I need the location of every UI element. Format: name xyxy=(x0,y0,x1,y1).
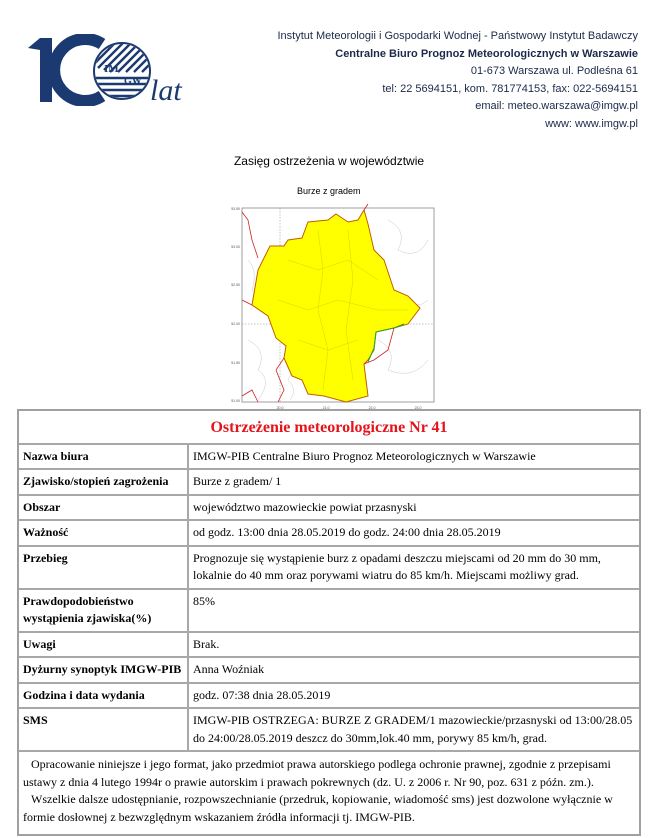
row-value: Anna Woźniak xyxy=(189,658,639,684)
table-row xyxy=(19,590,639,633)
table-row xyxy=(19,496,639,522)
table-row xyxy=(19,547,639,590)
table-row xyxy=(19,633,639,659)
bureau-name: Centralne Biuro Prognoz Meteorologicznych w Warszawie xyxy=(335,47,638,60)
table-row xyxy=(19,521,639,547)
copyright-notice xyxy=(19,752,639,834)
logo-initials-bottom: GW xyxy=(124,76,142,87)
row-label: Przebieg xyxy=(19,547,189,590)
table-row xyxy=(19,684,639,710)
warning-table xyxy=(17,409,641,836)
row-value: Burze z gradem/ 1 xyxy=(189,470,639,496)
row-label: Prawdopodobieństwo wystąpienia zjawiska(%) xyxy=(19,590,189,633)
phones: tel: 22 5694151, kom. 781774153, fax: 022-5694151 xyxy=(382,82,638,95)
redistribution-paragraph: Wszelkie dalsze udostępnianie, rozpowszechnianie (przedruk, kopiowanie, wiadomość sms) jest dozwolone wyłącznie w formie dosłownej z bezwzględnym wskazaniem źródła informacji tj. IMGW-PIB. xyxy=(23,792,613,824)
row-label: Dyżurny synoptyk IMGW-PIB xyxy=(19,658,189,684)
map-subtitle: Burze z gradem xyxy=(297,186,361,196)
row-label: Godzina i data wydania xyxy=(19,684,189,710)
y-tick: 52.00 xyxy=(231,322,240,326)
row-label: Uwagi xyxy=(19,633,189,659)
y-tick: 51.50 xyxy=(231,361,240,365)
logo-initials-top: IM xyxy=(104,63,119,75)
table-row xyxy=(19,445,639,471)
institute-header xyxy=(277,28,638,133)
x-tick: 22.0 xyxy=(368,406,376,410)
row-value: IMGW-PIB Centralne Biuro Prognoz Meteorologicznych w Warszawie xyxy=(189,445,639,471)
row-value: Prognozuje się wystąpienie burz z opadami deszczu miejscami od 20 mm do 30 mm, lokalnie do 40 mm oraz porywami wiatru do 85 km/h. Miejscami możliwy grad. xyxy=(189,547,639,590)
table-row xyxy=(19,658,639,684)
warning-title: Ostrzeżenie meteorologiczne Nr 41 xyxy=(19,411,639,445)
row-label: Nazwa biura xyxy=(19,445,189,471)
row-label: Obszar xyxy=(19,496,189,522)
row-value: 85% xyxy=(189,590,639,633)
row-value: IMGW-PIB OSTRZEGA: BURZE Z GRADEM/1 mazowieckie/przasnyski od 13:00/28.05 do 24:00/28.05.2019 deszcz do 30mm,lok.40 mm, porywy 85 km/h, grad. xyxy=(189,709,639,752)
warning-area-map xyxy=(228,200,438,418)
row-value: godz. 07:38 dnia 28.05.2019 xyxy=(189,684,639,710)
y-tick: 53.50 xyxy=(231,207,240,211)
row-label: Ważność xyxy=(19,521,189,547)
y-tick: 52.50 xyxy=(231,283,240,287)
x-tick: 21.0 xyxy=(322,406,330,410)
row-value: od godz. 13:00 dnia 28.05.2019 do godz. 24:00 dnia 28.05.2019 xyxy=(189,521,639,547)
website: www: www.imgw.pl xyxy=(545,117,638,130)
map-title: Zasięg ostrzeżenia w województwie xyxy=(233,154,425,168)
row-label: SMS xyxy=(19,709,189,752)
x-tick: 23.0 xyxy=(414,406,422,410)
table-row xyxy=(19,470,639,496)
imgw-100-lat-logo xyxy=(22,34,192,106)
email: email: meteo.warszawa@imgw.pl xyxy=(475,100,638,112)
x-tick: 20.0 xyxy=(276,406,284,410)
row-label: Zjawisko/stopień zagrożenia xyxy=(19,470,189,496)
logo-lat: lat xyxy=(150,74,182,106)
row-value: Brak. xyxy=(189,633,639,659)
copyright-paragraph: Opracowanie niniejsze i jego format, jako przedmiot prawa autorskiego podlega ochronie prawnej, zgodnie z przepisami ustawy z dnia 4 lutego 1994r o prawie autorskim i prawach pokrewnych (dz. U. z 2006 r. Nr 90, poz. 631 z późn. zm.). xyxy=(23,757,611,789)
table-row xyxy=(19,709,639,752)
institute-name: Instytut Meteorologii i Gospodarki Wodnej - Państwowy Instytut Badawczy xyxy=(277,30,638,42)
row-value: województwo mazowieckie powiat przasnyski xyxy=(189,496,639,522)
address: 01-673 Warszawa ul. Podleśna 61 xyxy=(470,65,638,77)
y-tick: 53.00 xyxy=(231,245,240,249)
y-tick: 51.00 xyxy=(231,399,240,403)
